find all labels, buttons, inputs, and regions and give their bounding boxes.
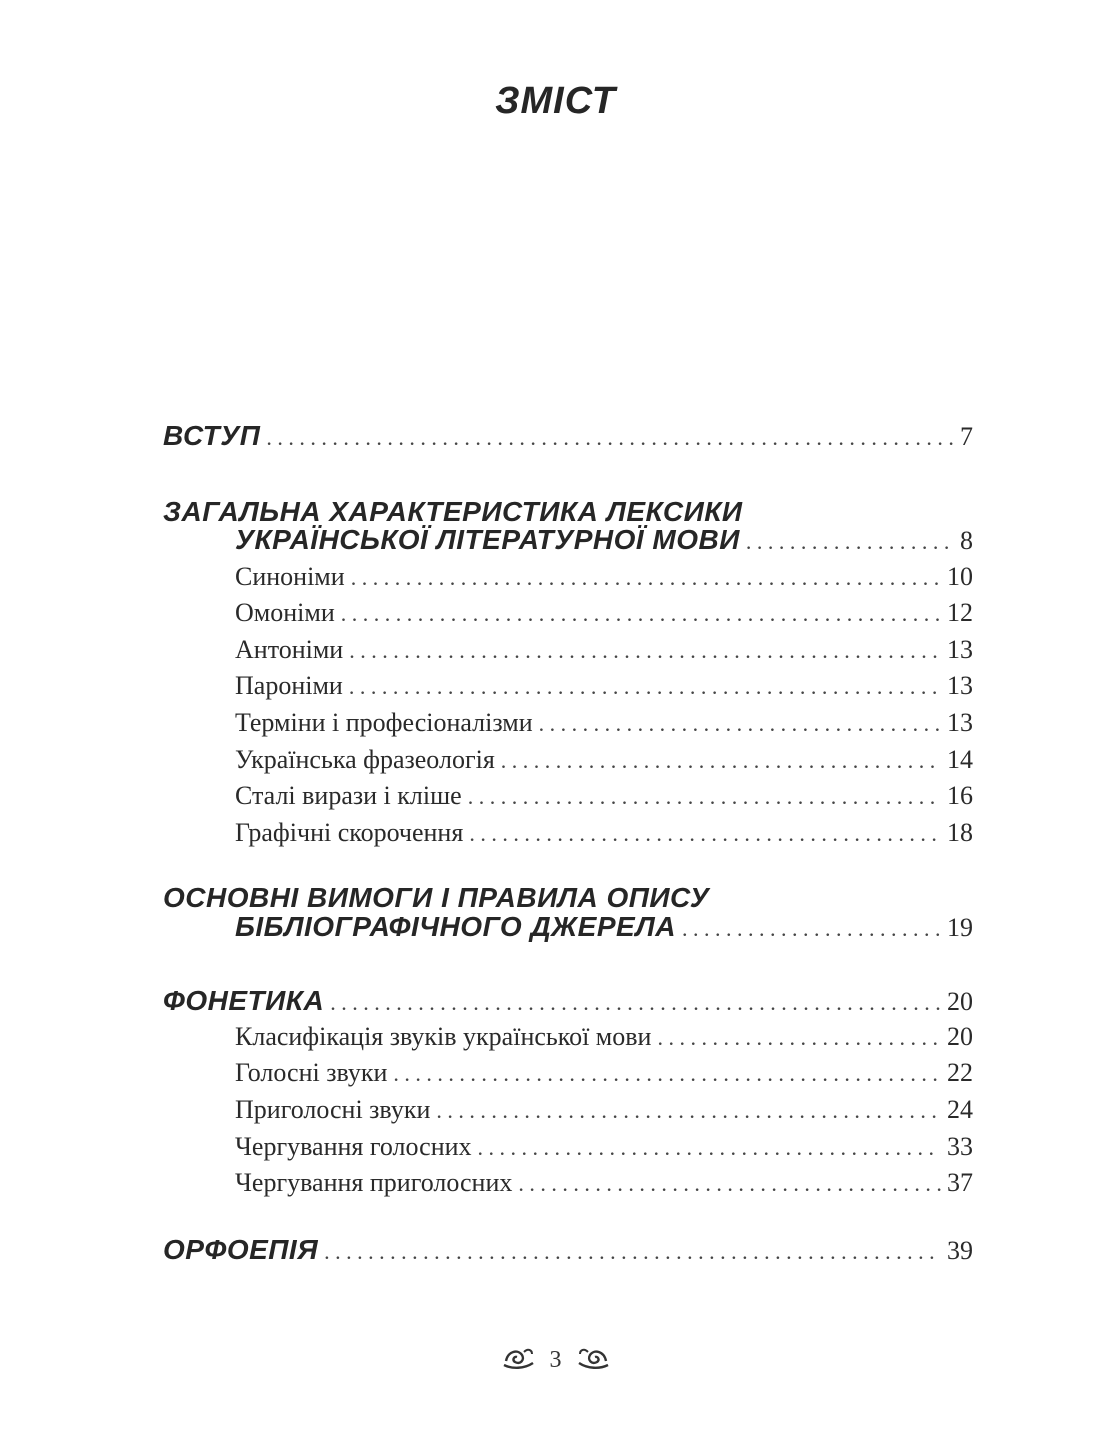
toc-subentry[interactable]: [163, 671, 973, 701]
toc-page-number: 13: [947, 671, 973, 700]
toc-subentry-label: Чергування голосних: [235, 1132, 472, 1161]
dot-leader: [349, 638, 941, 664]
toc-page-number: 7: [960, 422, 973, 451]
dot-leader: [349, 674, 941, 700]
toc-subentry[interactable]: [163, 708, 973, 738]
toc-subentry-label: Омоніми: [235, 598, 335, 627]
toc-entry-vstup[interactable]: [163, 420, 973, 452]
toc-subentry-label: Приголосні звуки: [235, 1095, 431, 1124]
toc-subentry[interactable]: [163, 1095, 973, 1125]
toc-page-number: 20: [947, 987, 973, 1016]
dot-leader: [468, 784, 941, 810]
toc-page-number: 22: [947, 1058, 973, 1087]
toc-page-number: 19: [947, 913, 973, 942]
toc-subentry[interactable]: [163, 1168, 973, 1198]
toc-page-number: 13: [947, 635, 973, 664]
toc-subentry[interactable]: [163, 818, 973, 848]
toc-page-number: 37: [947, 1168, 973, 1197]
toc-subentry-label: Голосні звуки: [235, 1058, 388, 1087]
toc-page-number: 24: [947, 1095, 973, 1124]
toc-entry-zahalna[interactable]: [163, 524, 973, 556]
toc-subentry[interactable]: [163, 598, 973, 628]
toc-entry-orfoepia[interactable]: [163, 1234, 973, 1266]
toc-subentry[interactable]: [163, 635, 973, 665]
toc-page-number: 14: [947, 745, 973, 774]
toc-subentry-label: Чергування приголосних: [235, 1168, 513, 1197]
toc-page-number: 10: [947, 562, 973, 591]
toc-page-number: 20: [947, 1022, 973, 1051]
toc-subentry-label: Терміни і професіоналізми: [235, 708, 533, 737]
toc-page-number: 16: [947, 781, 973, 810]
swirl-ornament-icon: [502, 1345, 536, 1378]
toc-page-number: 18: [947, 818, 973, 847]
page-title: ЗМІСТ: [495, 80, 616, 122]
toc-subentry-label: Сталі вирази і кліше: [235, 781, 462, 810]
toc-subentry[interactable]: [163, 1022, 973, 1052]
dot-leader: [746, 529, 954, 555]
page-footer: [0, 1345, 1111, 1378]
dot-leader: [682, 916, 941, 942]
toc-subentry[interactable]: [163, 1132, 973, 1162]
toc-subentry-label: Синоніми: [235, 562, 345, 591]
toc-heading: УКРАЇНСЬКОЇ ЛІТЕРАТУРНОЇ МОВИ: [235, 524, 740, 555]
toc-subentry-label: Антоніми: [235, 635, 344, 664]
dot-leader: [436, 1098, 941, 1124]
toc-heading: ОРФОЕПІЯ: [163, 1234, 319, 1265]
dot-leader: [341, 601, 941, 627]
toc-subentry[interactable]: [163, 781, 973, 811]
toc-subentry-label: Пароніми: [235, 671, 343, 700]
toc-page-number: 13: [947, 708, 973, 737]
toc-subentry-label: Українська фразеологія: [235, 745, 495, 774]
swirl-ornament-icon: [576, 1345, 610, 1378]
dot-leader: [501, 748, 941, 774]
toc-entry-osnovni[interactable]: [163, 911, 973, 943]
dot-leader: [266, 425, 954, 451]
toc-heading-line: ЗАГАЛЬНА ХАРАКТЕРИСТИКА ЛЕКСИКИ: [163, 496, 743, 527]
toc-page-number: 33: [947, 1132, 973, 1161]
toc-subentry[interactable]: [163, 745, 973, 775]
toc-entry-fonetyka[interactable]: [163, 985, 973, 1017]
dot-leader: [478, 1135, 941, 1161]
toc-subentry-label: Класифікація звуків української мови: [235, 1022, 652, 1051]
dot-leader: [518, 1171, 941, 1197]
toc-heading-line: ОСНОВНІ ВИМОГИ І ПРАВИЛА ОПИСУ: [163, 882, 710, 913]
toc-heading: БІБЛІОГРАФІЧНОГО ДЖЕРЕЛА: [235, 911, 676, 942]
toc-subentry[interactable]: [163, 1058, 973, 1088]
dot-leader: [324, 1239, 941, 1265]
toc-heading: ВСТУП: [163, 420, 261, 451]
page-number: 3: [549, 1347, 562, 1374]
dot-leader: [351, 565, 941, 591]
toc-subentry[interactable]: [163, 562, 973, 592]
toc-page-number: 39: [947, 1236, 973, 1265]
toc-heading: ФОНЕТИКА: [163, 985, 325, 1016]
dot-leader: [469, 821, 941, 847]
toc-page-number: 12: [947, 598, 973, 627]
dot-leader: [539, 711, 941, 737]
toc-page-number: 8: [960, 526, 973, 555]
dot-leader: [330, 990, 941, 1016]
toc-subentry-label: Графічні скорочення: [235, 818, 464, 847]
dot-leader: [393, 1061, 941, 1087]
dot-leader: [657, 1025, 941, 1051]
